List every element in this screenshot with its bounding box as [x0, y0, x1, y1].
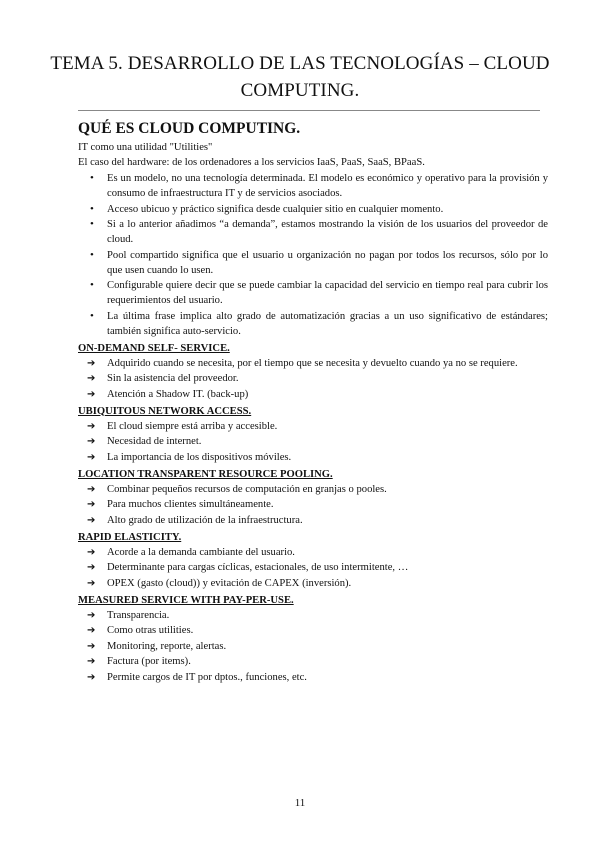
right-arrow-icon: ➔ — [87, 577, 96, 589]
bullet-item: • Es un modelo, no una tecnología determinada. El modelo es económico y operativo para la provisión y consumo de infraestructura IT y de servicios asociados. — [107, 171, 548, 201]
page-number: 11 — [294, 797, 306, 809]
subsection-heading-network-access: UBIQUITOUS NETWORK ACCESS. — [78, 405, 252, 417]
arrow-item — [87, 356, 548, 371]
right-arrow-icon: ➔ — [87, 483, 96, 495]
arrow-item — [87, 371, 548, 386]
right-arrow-icon: ➔ — [87, 420, 96, 432]
definition-bullet-list — [78, 171, 548, 339]
arrow-item-text: El cloud siempre está arriba y accesible. — [107, 420, 278, 432]
arrow-list-on-demand — [78, 356, 548, 402]
arrow-item-text: Sin la asistencia del proveedor. — [107, 373, 239, 384]
bullet-item: • Acceso ubicuo y práctico significa desde cualquier sitio en cualquier momento. — [107, 202, 548, 217]
right-arrow-icon: ➔ — [87, 625, 96, 636]
arrow-item-text: Combinar pequeños recursos de computación en granjas o pooles. — [107, 483, 387, 495]
arrow-list-resource-pooling — [78, 482, 548, 528]
arrow-item-text: Permite cargos de IT por dptos., funciones, etc. — [107, 671, 307, 683]
title-divider — [78, 110, 540, 111]
right-arrow-icon: ➔ — [87, 357, 96, 369]
arrow-item-text: Factura (por items). — [107, 656, 191, 667]
right-arrow-icon: ➔ — [87, 640, 96, 652]
right-arrow-icon: ➔ — [87, 546, 96, 558]
title-line-2: COMPUTING. — [240, 80, 360, 101]
section-heading: QUÉ ES CLOUD COMPUTING. — [78, 120, 301, 137]
arrow-item — [87, 497, 548, 512]
arrow-item — [87, 654, 548, 669]
arrow-item-text: Monitoring, reporte, alertas. — [107, 640, 227, 652]
arrow-item — [87, 513, 548, 528]
arrow-item — [87, 545, 548, 560]
arrow-item — [87, 450, 548, 465]
subsection-heading-rapid-elasticity: RAPID ELASTICITY. — [78, 531, 182, 543]
arrow-item-text: OPEX (gasto (cloud)) y evitación de CAPEX (inversión). — [107, 577, 352, 589]
right-arrow-icon: ➔ — [87, 388, 96, 400]
arrow-item-text: Transparencia. — [107, 609, 170, 621]
intro-line-1: IT como una utilidad "Utilities" — [78, 142, 213, 153]
arrow-item-text: Determinante para cargas cíclicas, estacionales, de uso intermitente, … — [107, 562, 409, 573]
arrow-list-measured-service — [78, 608, 548, 685]
arrow-item — [87, 419, 548, 434]
right-arrow-icon: ➔ — [87, 562, 96, 573]
bullet-item: • La última frase implica alto grado de automatización gracias a un uso significativo de estándares; también significa auto-servicio. — [107, 309, 548, 339]
arrow-item-text: La importancia de los dispositivos móviles. — [107, 451, 292, 463]
arrow-item — [87, 576, 548, 591]
arrow-item — [87, 434, 548, 449]
arrow-item-text: Acorde a la demanda cambiante del usuario. — [107, 546, 295, 558]
document-body — [78, 119, 548, 685]
right-arrow-icon: ➔ — [87, 671, 96, 683]
bullet-item: • Pool compartido significa que el usuario u organización no pagan por todos los recursos, sólo por lo que usen cuando lo usen. — [107, 248, 548, 278]
arrow-item — [87, 608, 548, 623]
arrow-item — [87, 670, 548, 685]
arrow-list-network-access — [78, 419, 548, 465]
arrow-item — [87, 482, 548, 497]
bullet-item: • Configurable quiere decir que se puede cambiar la capacidad del servicio en tiempo real para cubrir los requerimientos del usuario. — [107, 278, 548, 308]
right-arrow-icon: ➔ — [87, 609, 96, 621]
arrow-item-text: Atención a Shadow IT. (back-up) — [107, 388, 249, 400]
title-line-1: TEMA 5. DESARROLLO DE LAS TECNOLOGÍAS – CLOUD — [50, 53, 550, 74]
subsection-heading-measured-service: MEASURED SERVICE WITH PAY-PER-USE. — [78, 594, 294, 606]
intro-line-2: El caso del hardware: de los ordenadores a los servicios IaaS, PaaS, SaaS, BPaaS. — [78, 157, 425, 168]
arrow-item — [87, 560, 548, 575]
arrow-item-text: Necesidad de internet. — [107, 436, 202, 447]
arrow-item — [87, 387, 548, 402]
arrow-item-text: Adquirido cuando se necesita, por el tiempo que se necesita y devuelto cuando ya no se requiere. — [107, 357, 518, 369]
right-arrow-icon: ➔ — [87, 656, 96, 667]
right-arrow-icon: ➔ — [87, 373, 96, 384]
arrow-item-text: Como otras utilities. — [107, 625, 194, 636]
arrow-item-text: Alto grado de utilización de la infraestructura. — [107, 514, 303, 526]
right-arrow-icon: ➔ — [87, 436, 96, 447]
bullet-item: • Si a lo anterior añadimos “a demanda”, estamos mostrando la visión de los usuarios del proveedor de cloud. — [107, 217, 548, 247]
right-arrow-icon: ➔ — [87, 514, 96, 526]
arrow-list-rapid-elasticity — [78, 545, 548, 591]
subsection-heading-on-demand: ON-DEMAND SELF- SERVICE. — [78, 342, 230, 354]
arrow-item-text: Para muchos clientes simultáneamente. — [107, 499, 274, 510]
right-arrow-icon: ➔ — [87, 499, 96, 510]
arrow-item — [87, 623, 548, 638]
arrow-item — [87, 639, 548, 654]
subsection-heading-resource-pooling: LOCATION TRANSPARENT RESOURCE POOLING. — [78, 468, 333, 480]
document-title — [40, 50, 560, 104]
right-arrow-icon: ➔ — [87, 451, 96, 463]
